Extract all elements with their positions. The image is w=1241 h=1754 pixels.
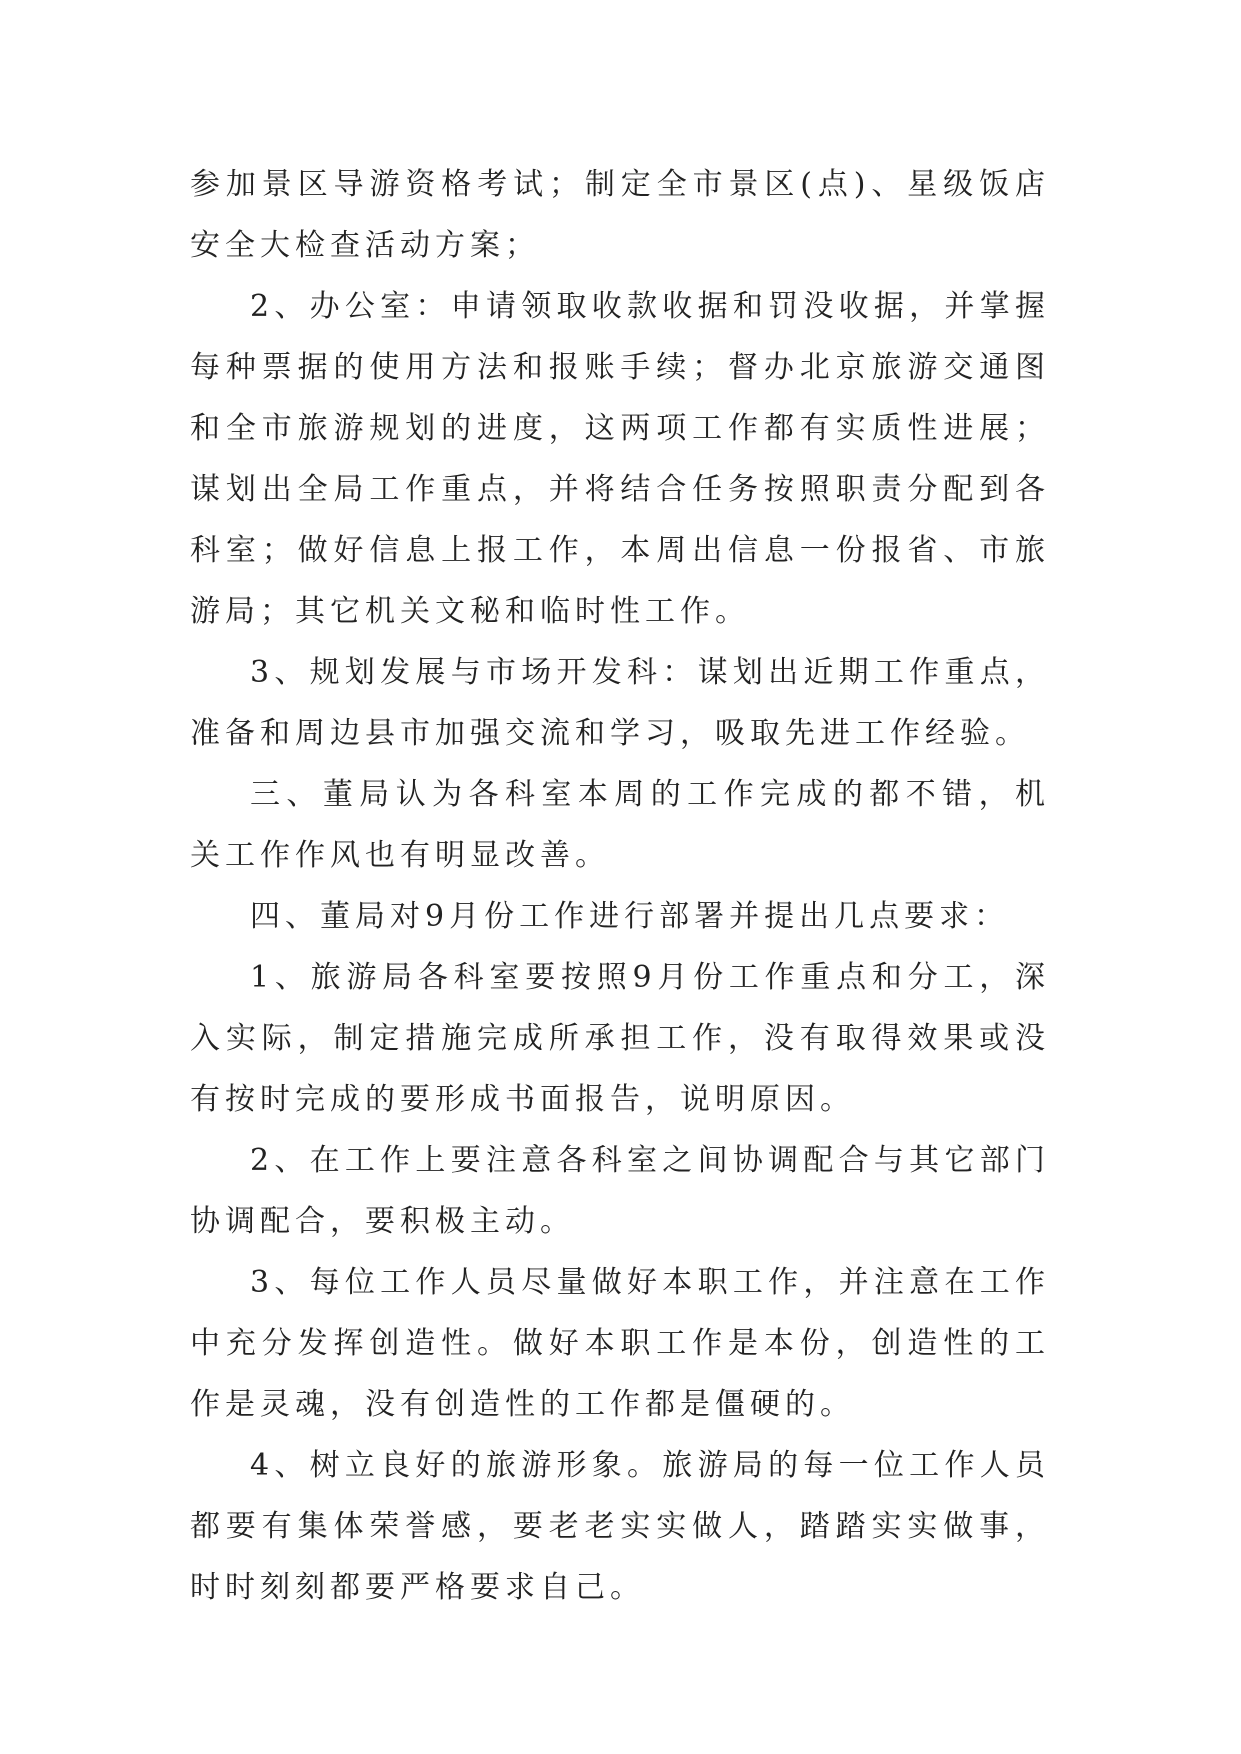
paragraph: 2、办公室：申请领取收款收据和罚没收据，并掌握每种票据的使用方法和报账手续；督办北京旅游交通图和全市旅游规划的进度，这两项工作都有实质性进展；谋划出全局工作重点，并将结合任务按照职责分配到各科室；做好信息上报工作，本周出信息一份报省、市旅游局；其它机关文秘和临时性工作。 [190,289,1050,629]
paragraph: 3、规划发展与市场开发科：谋划出近期工作重点，准备和周边县市加强交流和学习，吸取先进工作经验。 [190,655,1050,751]
document-body [190,154,1050,1618]
paragraph: 3、每位工作人员尽量做好本职工作，并注意在工作中充分发挥创造性。做好本职工作是本份，创造性的工作是灵魂，没有创造性的工作都是僵硬的。 [190,1265,1050,1422]
paragraph: 参加景区导游资格考试；制定全市景区(点)、星级饭店安全大检查活动方案； [190,167,1050,263]
paragraph: 2、在工作上要注意各科室之间协调配合与其它部门协调配合，要积极主动。 [190,1143,1050,1239]
paragraph: 4、树立良好的旅游形象。旅游局的每一位工作人员都要有集体荣誉感，要老老实实做人，踏踏实实做事，时时刻刻都要严格要求自己。 [190,1448,1050,1605]
paragraph: 三、董局认为各科室本周的工作完成的都不错，机关工作作风也有明显改善。 [190,777,1050,873]
paragraph: 1、旅游局各科室要按照9月份工作重点和分工，深入实际，制定措施完成所承担工作，没有取得效果或没有按时完成的要形成书面报告，说明原因。 [190,960,1050,1117]
paragraph: 四、董局对9月份工作进行部署并提出几点要求： [250,899,1010,934]
